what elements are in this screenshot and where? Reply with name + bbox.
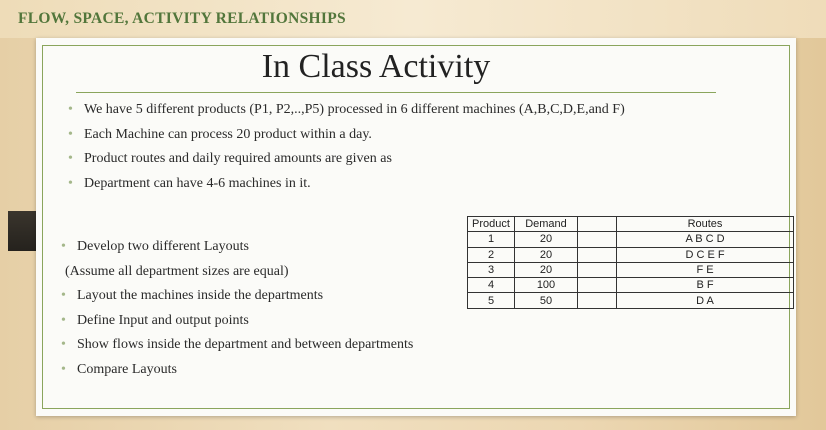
table-gap <box>578 278 617 293</box>
note-text: (Assume all department sizes are equal) <box>65 263 289 279</box>
bullet-dot-icon: • <box>68 175 73 191</box>
bullet-text: Layout the machines inside the departments <box>77 288 324 303</box>
table-row <box>468 232 794 247</box>
cell-demand: 20 <box>515 232 578 247</box>
left-side-tab <box>8 211 36 251</box>
bullet-text: We have 5 different products (P1, P2,..,P5) processed in 6 different machines (A,B,C,D,E,and F) <box>84 102 625 117</box>
bullet-item <box>57 358 413 383</box>
cell-product: 4 <box>468 278 515 293</box>
cell-product: 2 <box>468 247 515 262</box>
header-band <box>0 0 826 38</box>
slide-title: In Class Activity <box>261 48 491 85</box>
bullet-text: Department can have 4-6 machines in it. <box>84 175 311 191</box>
bullet-text: Show flows inside the department and between departments <box>77 337 414 352</box>
routes-table <box>467 216 794 309</box>
slide <box>36 38 796 416</box>
bullet-text: Compare Layouts <box>77 361 177 377</box>
cell-demand: 20 <box>515 262 578 277</box>
cell-routes: D A <box>617 293 794 308</box>
table-row <box>468 247 794 262</box>
bullet-list-top <box>64 98 625 196</box>
bullet-dot-icon: • <box>68 151 73 166</box>
cell-routes: A B C D <box>617 232 794 247</box>
table-row <box>468 293 794 308</box>
bullet-dot-icon: • <box>61 337 66 352</box>
bullet-item <box>64 98 625 123</box>
routes-table-wrap <box>467 216 794 309</box>
header-routes: Routes <box>617 217 794 232</box>
cell-product: 5 <box>468 293 515 308</box>
table-header-row <box>468 217 794 232</box>
bullet-item <box>57 284 413 309</box>
bullet-dot-icon: • <box>68 126 73 142</box>
note-item <box>57 260 413 285</box>
bullet-item <box>64 172 625 197</box>
cell-routes: F E <box>617 262 794 277</box>
table-gap <box>578 293 617 308</box>
header-product: Product <box>468 217 515 232</box>
bullet-dot-icon: • <box>61 239 66 254</box>
bullet-list-bottom <box>57 235 413 382</box>
table-gap <box>578 247 617 262</box>
bullet-text: Develop two different Layouts <box>77 239 249 254</box>
cell-demand: 50 <box>515 293 578 308</box>
bullet-item <box>57 309 413 334</box>
header-demand: Demand <box>515 217 578 232</box>
bullet-dot-icon: • <box>61 288 66 303</box>
bullet-dot-icon: • <box>68 102 73 117</box>
cell-product: 1 <box>468 232 515 247</box>
bullet-dot-icon: • <box>61 312 66 328</box>
cell-demand: 20 <box>515 247 578 262</box>
table-row <box>468 278 794 293</box>
table-gap <box>578 217 617 232</box>
bullet-text: Product routes and daily required amounts are given as <box>84 151 392 166</box>
title-rule <box>76 92 716 93</box>
cell-demand: 100 <box>515 278 578 293</box>
bullet-item <box>64 147 625 172</box>
bullet-text: Define Input and output points <box>77 312 249 328</box>
cell-routes: B F <box>617 278 794 293</box>
cell-product: 3 <box>468 262 515 277</box>
bullet-text: Each Machine can process 20 product within a day. <box>84 126 372 142</box>
bullet-item <box>64 123 625 148</box>
table-gap <box>578 262 617 277</box>
header-title: FLOW, SPACE, ACTIVITY RELATIONSHIPS <box>18 10 346 27</box>
table-gap <box>578 232 617 247</box>
bullet-item <box>57 235 413 260</box>
bullet-item <box>57 333 413 358</box>
bullet-dot-icon: • <box>61 361 66 377</box>
table-row <box>468 262 794 277</box>
cell-routes: D C E F <box>617 247 794 262</box>
